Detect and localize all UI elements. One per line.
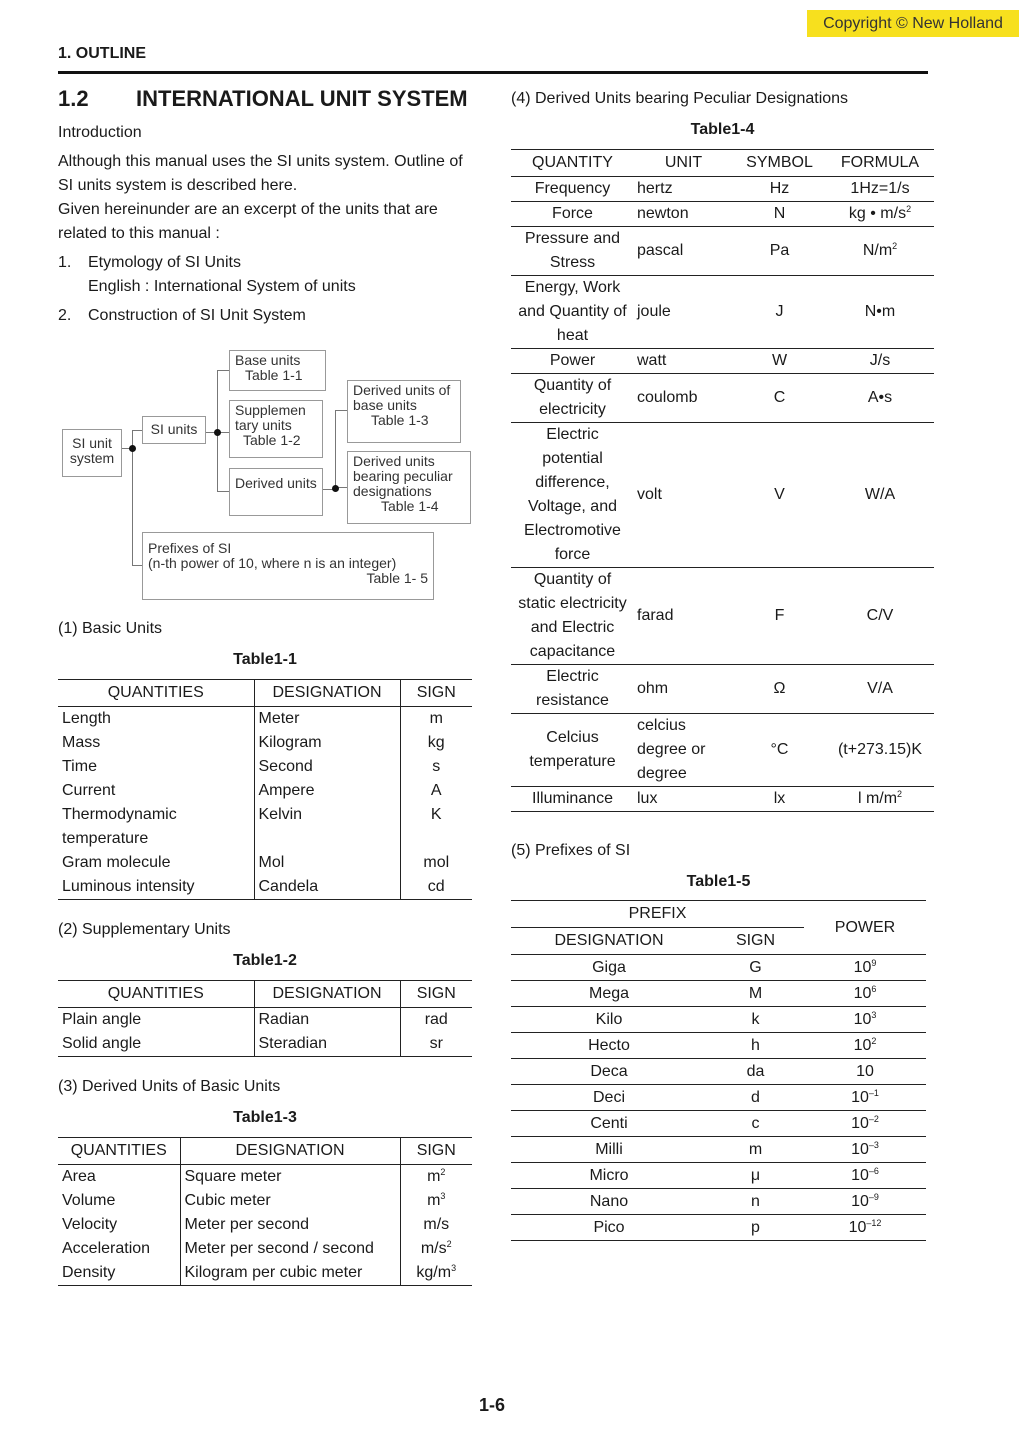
- col-header: QUANTITIES: [58, 1138, 180, 1165]
- unit-line: joule: [637, 303, 671, 320]
- unit-line: lux: [637, 790, 658, 807]
- prefixes-ref: Table 1- 5: [366, 570, 428, 586]
- derived-peculiar-label: Derived units bearing peculiar designations: [353, 453, 453, 499]
- formula-cell: N•m: [826, 276, 934, 349]
- quantity-line: force: [554, 546, 591, 563]
- designation-cell: Meter per second / second: [180, 1237, 400, 1261]
- power-cell: 10: [804, 1059, 926, 1085]
- sign-cell: m: [400, 707, 472, 732]
- sign-cell: cd: [400, 875, 472, 900]
- symbol-cell: Hz: [733, 177, 826, 202]
- superscript: 2: [897, 789, 903, 799]
- table-row: [58, 1032, 472, 1057]
- base-units-label: Base units: [235, 352, 301, 368]
- designation-cell: Deci: [511, 1085, 707, 1111]
- quantity-cell: Mass: [62, 734, 101, 751]
- col-header: DESIGNATION: [254, 680, 400, 707]
- formula-cell: 1Hz=1/s: [826, 177, 934, 202]
- quantity-cell: [511, 423, 634, 568]
- table1-3-caption: Table1-3: [233, 1109, 297, 1126]
- prefixes-desc: (n-th power of 10, where n is an integer): [148, 555, 397, 571]
- quantity-cell: [511, 714, 634, 787]
- designation-cell: Kilogram per cubic meter: [180, 1261, 400, 1286]
- supplementary-units-heading: (2) Supplementary Units: [58, 921, 231, 938]
- unit-line: volt: [637, 486, 662, 503]
- unit-line: newton: [637, 205, 689, 222]
- designation-cell: Kilogram: [254, 731, 400, 755]
- quantity-cell: Thermodynamic: [62, 806, 177, 823]
- table-row: [511, 665, 934, 714]
- table1-1: [58, 679, 472, 900]
- table-row: [511, 374, 934, 423]
- table-row: [511, 1215, 926, 1241]
- sign-cell: s: [400, 755, 472, 779]
- derived-units-box: Derived units: [229, 468, 323, 516]
- power-cell: $10^{-12}$: [804, 1215, 926, 1241]
- sign-cell: K: [400, 803, 472, 827]
- unit-line: pascal: [637, 242, 684, 259]
- table-row: [58, 851, 472, 875]
- superscript: –1: [868, 1087, 879, 1098]
- designation-cell: Mol: [254, 851, 400, 875]
- unit-line: coulomb: [637, 389, 698, 406]
- col-header: QUANTITY: [511, 150, 634, 177]
- symbol-cell: F: [733, 568, 826, 665]
- sign-cell: rad: [400, 1008, 472, 1033]
- superscript: 2: [906, 204, 912, 214]
- quantity-line: Electric: [546, 426, 599, 443]
- sign-cell: k: [707, 1007, 804, 1033]
- superscript: 2: [892, 241, 898, 251]
- sign-cell: G: [707, 955, 804, 981]
- formula-cell: kg • $m/s^2$: [826, 202, 934, 227]
- chapter-header: 1. OUTLINE: [58, 45, 147, 62]
- formula-cell: J/s: [826, 349, 934, 374]
- superscript: 9: [871, 957, 877, 968]
- unit-cell: [634, 568, 733, 665]
- superscript: –12: [866, 1217, 882, 1228]
- quantity-line: and Electric: [530, 619, 615, 636]
- unit-cell: [634, 177, 733, 202]
- quantity-line: Power: [549, 352, 596, 369]
- derived-peculiar-box: [347, 451, 471, 524]
- table-row: [58, 827, 472, 851]
- sign-cell: M: [707, 981, 804, 1007]
- designation-cell: Ampere: [254, 779, 400, 803]
- superscript: 3: [451, 1263, 457, 1273]
- table1-5-caption: Table1-5: [686, 873, 751, 890]
- sign-cell: m/s: [400, 1213, 472, 1237]
- unit-cell: [634, 227, 733, 276]
- quantity-line: Quantity of: [533, 377, 612, 394]
- quantity-line: capacitance: [529, 643, 616, 660]
- table-row: [58, 803, 472, 827]
- sign-cell: m: [707, 1137, 804, 1163]
- table1-2: [58, 980, 472, 1057]
- prefixes-box: [142, 532, 434, 600]
- intro-heading: Introduction: [58, 124, 142, 141]
- copyright-badge: Copyright © New Holland: [807, 10, 1019, 37]
- quantity-line: Quantity of: [533, 571, 612, 588]
- designation-cell: Deca: [511, 1059, 707, 1085]
- superscript: 2: [446, 1239, 452, 1249]
- designation-cell: Candela: [254, 875, 400, 900]
- derived-peculiar-ref: Table 1-4: [381, 498, 439, 514]
- quantity-cell: [511, 787, 634, 812]
- designation-cell: Giga: [511, 955, 707, 981]
- formula-cell: (t+273.15)K: [826, 714, 934, 787]
- sign-cell: $m/s^2$: [400, 1237, 472, 1261]
- symbol-cell: Ω: [733, 665, 826, 714]
- sign-cell: A: [400, 779, 472, 803]
- quantity-line: static electricity: [518, 595, 627, 612]
- table1-3: [58, 1137, 472, 1286]
- peculiar-heading: (4) Derived Units bearing Peculiar Designations: [511, 90, 849, 107]
- table-row: [511, 1137, 926, 1163]
- quantity-line: Energy, Work: [524, 279, 621, 296]
- quantity-line: Celcius: [546, 729, 599, 746]
- unit-cell: [634, 374, 733, 423]
- superscript: 3: [440, 1191, 446, 1201]
- power-cell: $10^9$: [804, 955, 926, 981]
- col-header-sign: SIGN: [707, 928, 804, 955]
- table-row: [58, 731, 472, 755]
- derived-base-ref: Table 1-3: [371, 412, 429, 428]
- quantity-cell: Length: [62, 710, 111, 727]
- symbol-cell: lx: [733, 787, 826, 812]
- table-row: [511, 1033, 926, 1059]
- sign-cell: mol: [400, 851, 472, 875]
- quantity-line: difference,: [535, 474, 610, 491]
- formula-cell: l $m/m^2$: [826, 787, 934, 812]
- quantity-line: Frequency: [534, 180, 611, 197]
- table-row: [511, 276, 934, 349]
- symbol-cell: W: [733, 349, 826, 374]
- quantity-line: Voltage, and: [528, 498, 617, 515]
- quantity-line: potential: [542, 450, 603, 467]
- col-header: QUANTITIES: [58, 981, 254, 1008]
- designation-cell: Mega: [511, 981, 707, 1007]
- sign-cell: [400, 827, 472, 851]
- unit-cell: [634, 349, 733, 374]
- header-rule: [58, 71, 928, 74]
- quantity-line: electricity: [539, 401, 606, 418]
- page-number: 1-6: [478, 1395, 505, 1415]
- table1-1-caption: Table1-1: [233, 651, 297, 668]
- col-header: QUANTITIES: [58, 680, 254, 707]
- table-row: [511, 1085, 926, 1111]
- formula-cell: C/V: [826, 568, 934, 665]
- prefixes-heading: (5) Prefixes of SI: [511, 842, 631, 859]
- sign-cell: c: [707, 1111, 804, 1137]
- sign-cell: p: [707, 1215, 804, 1241]
- derived-base-label: Derived units of base units: [353, 382, 451, 413]
- sign-cell: $kg/m^3$: [400, 1261, 472, 1286]
- table-row: [511, 955, 926, 981]
- intro-para2: Given hereinunder are an excerpt of the units that are related to this manual :: [58, 201, 438, 242]
- designation-cell: Centi: [511, 1111, 707, 1137]
- quantity-cell: Velocity: [62, 1216, 118, 1233]
- sign-cell: da: [707, 1059, 804, 1085]
- superscript: –9: [868, 1191, 879, 1202]
- item1-text: Etymology of SI Units: [88, 254, 241, 271]
- table-row: [511, 787, 934, 812]
- superscript: –2: [868, 1113, 879, 1124]
- superscript: 3: [871, 1009, 877, 1020]
- sign-cell: μ: [707, 1163, 804, 1189]
- quantity-cell: Volume: [62, 1192, 116, 1209]
- col-header-prefix: PREFIX: [511, 901, 804, 928]
- designation-cell: Radian: [254, 1008, 400, 1033]
- symbol-cell: V: [733, 423, 826, 568]
- derived-basic-heading: (3) Derived Units of Basic Units: [58, 1078, 281, 1095]
- col-header: DESIGNATION: [254, 981, 400, 1008]
- quantity-line: Stress: [549, 254, 596, 271]
- item1-subtext: English : International System of units: [88, 278, 356, 295]
- unit-cell: [634, 423, 733, 568]
- designation-cell: Hecto: [511, 1033, 707, 1059]
- col-header-designation: DESIGNATION: [511, 928, 707, 955]
- designation-cell: Square meter: [180, 1165, 400, 1190]
- table-row: [511, 1007, 926, 1033]
- item2-text: Construction of SI Unit System: [88, 307, 306, 324]
- table-row: [58, 1165, 472, 1190]
- table-row: [511, 1189, 926, 1215]
- col-header: FORMULA: [826, 150, 934, 177]
- table-row: [511, 227, 934, 276]
- quantity-cell: Current: [62, 782, 116, 799]
- symbol-cell: Pa: [733, 227, 826, 276]
- quantity-cell: Acceleration: [62, 1240, 151, 1257]
- formula-cell: V/A: [826, 665, 934, 714]
- col-header: UNIT: [634, 150, 733, 177]
- quantity-cell: [511, 568, 634, 665]
- sign-cell: h: [707, 1033, 804, 1059]
- superscript: –3: [868, 1139, 879, 1150]
- section-number: 1.2: [58, 86, 89, 111]
- designation-cell: Pico: [511, 1215, 707, 1241]
- table-row: [511, 202, 934, 227]
- quantity-line: Electromotive: [524, 522, 621, 539]
- quantity-cell: [511, 177, 634, 202]
- formula-cell: A•s: [826, 374, 934, 423]
- power-cell: $10^6$: [804, 981, 926, 1007]
- table-row: [58, 1261, 472, 1286]
- derived-base-units-box: [347, 380, 461, 443]
- section-title: INTERNATIONAL UNIT SYSTEM: [136, 86, 468, 111]
- col-header: DESIGNATION: [180, 1138, 400, 1165]
- supplementary-units-box: [229, 400, 323, 458]
- power-cell: $10^{-3}$: [804, 1137, 926, 1163]
- item1-number: 1.: [58, 254, 72, 271]
- unit-cell: [634, 787, 733, 812]
- designation-cell: Milli: [511, 1137, 707, 1163]
- symbol-cell: °C: [733, 714, 826, 787]
- sign-cell: n: [707, 1189, 804, 1215]
- unit-cell: [634, 714, 733, 787]
- designation-cell: Meter per second: [180, 1213, 400, 1237]
- table-row: [511, 177, 934, 202]
- table-row: [58, 707, 472, 732]
- superscript: 2: [871, 1035, 877, 1046]
- col-header: SYMBOL: [733, 150, 826, 177]
- table-row: [511, 568, 934, 665]
- designation-cell: Meter: [254, 707, 400, 732]
- unit-cell: [634, 202, 733, 227]
- power-cell: $10^2$: [804, 1033, 926, 1059]
- table1-5: [511, 900, 926, 1241]
- quantity-line: Electric: [546, 668, 599, 685]
- table-row: [58, 1189, 472, 1213]
- designation-cell: Steradian: [254, 1032, 400, 1057]
- table1-2-caption: Table1-2: [233, 952, 297, 969]
- quantity-line: resistance: [536, 692, 609, 709]
- col-header: SIGN: [400, 981, 472, 1008]
- designation-cell: Cubic meter: [180, 1189, 400, 1213]
- si-unit-system-box: SI unit system: [62, 429, 122, 477]
- quantity-line: heat: [556, 327, 589, 344]
- unit-cell: [634, 665, 733, 714]
- table-row: [58, 1008, 472, 1033]
- sign-cell: kg: [400, 731, 472, 755]
- unit-line: hertz: [637, 180, 673, 197]
- base-units-ref: Table 1-1: [245, 367, 303, 383]
- power-cell: $10^{-6}$: [804, 1163, 926, 1189]
- sign-cell: sr: [400, 1032, 472, 1057]
- table-row: [58, 875, 472, 900]
- formula-cell: W/A: [826, 423, 934, 568]
- quantity-line: and Quantity of: [518, 303, 627, 320]
- quantity-cell: Luminous intensity: [58, 875, 254, 900]
- designation-cell: Second: [254, 755, 400, 779]
- quantity-cell: [511, 202, 634, 227]
- designation-cell: Kelvin: [254, 803, 400, 827]
- quantity-cell: [511, 665, 634, 714]
- quantity-cell: [511, 276, 634, 349]
- intro-para1: Although this manual uses the SI units system. Outline of SI units system is described here.: [58, 153, 463, 194]
- quantity-cell: Time: [62, 758, 97, 775]
- table-row: [511, 1059, 926, 1085]
- designation-cell: Nano: [511, 1189, 707, 1215]
- table-row: [58, 1237, 472, 1261]
- item2-number: 2.: [58, 307, 72, 324]
- quantity-cell: temperature: [62, 830, 149, 847]
- table-row: [58, 755, 472, 779]
- symbol-cell: C: [733, 374, 826, 423]
- prefixes-label: Prefixes of SI: [148, 540, 232, 556]
- unit-line: watt: [637, 352, 667, 369]
- col-header: SIGN: [400, 680, 472, 707]
- superscript: 6: [871, 983, 877, 994]
- unit-line: celcius: [637, 717, 686, 734]
- quantity-cell: Area: [62, 1168, 96, 1185]
- designation-cell: Micro: [511, 1163, 707, 1189]
- designation-cell: [254, 827, 400, 851]
- unit-line: degree or: [637, 741, 706, 758]
- quantity-line: Force: [552, 205, 593, 222]
- quantity-cell: Plain angle: [62, 1011, 142, 1028]
- table-row: [511, 1163, 926, 1189]
- quantity-line: Illuminance: [532, 790, 613, 807]
- table-row: [511, 349, 934, 374]
- table1-4-caption: Table1-4: [690, 121, 755, 138]
- basic-units-heading: (1) Basic Units: [58, 620, 163, 637]
- power-cell: $10^{-9}$: [804, 1189, 926, 1215]
- quantity-cell: Solid angle: [58, 1032, 254, 1057]
- quantity-line: temperature: [529, 753, 616, 770]
- power-cell: $10^{-1}$: [804, 1085, 926, 1111]
- table-row: [58, 1213, 472, 1237]
- table-row: [511, 423, 934, 568]
- quantity-cell: [511, 349, 634, 374]
- table-row: [511, 1111, 926, 1137]
- power-cell: $10^3$: [804, 1007, 926, 1033]
- supplementary-label: Supplemen tary units: [235, 402, 306, 433]
- superscript: 2: [440, 1167, 446, 1177]
- superscript: –6: [868, 1165, 879, 1176]
- quantity-cell: [511, 227, 634, 276]
- designation-cell: Kilo: [511, 1007, 707, 1033]
- col-header-power: POWER: [804, 901, 926, 955]
- unit-line: farad: [637, 607, 674, 624]
- col-header: SIGN: [400, 1138, 472, 1165]
- table-row: [511, 714, 934, 787]
- power-cell: $10^{-2}$: [804, 1111, 926, 1137]
- table-row: [58, 779, 472, 803]
- base-units-box: [229, 350, 326, 391]
- table-row: [511, 981, 926, 1007]
- formula-cell: $N/m^2$: [826, 227, 934, 276]
- unit-line: ohm: [637, 680, 669, 697]
- symbol-cell: J: [733, 276, 826, 349]
- supplementary-ref: Table 1-2: [243, 432, 301, 448]
- unit-line: degree: [637, 765, 687, 782]
- sign-cell: $m^2$: [400, 1165, 472, 1190]
- sign-cell: d: [707, 1085, 804, 1111]
- quantity-cell: [511, 374, 634, 423]
- table1-4: [511, 149, 934, 812]
- sign-cell: $m^3$: [400, 1189, 472, 1213]
- unit-cell: [634, 276, 733, 349]
- quantity-cell: Gram molecule: [62, 854, 171, 871]
- symbol-cell: N: [733, 202, 826, 227]
- si-units-box: SI units: [142, 416, 206, 444]
- quantity-cell: Density: [58, 1261, 180, 1286]
- quantity-line: Pressure and: [524, 230, 621, 247]
